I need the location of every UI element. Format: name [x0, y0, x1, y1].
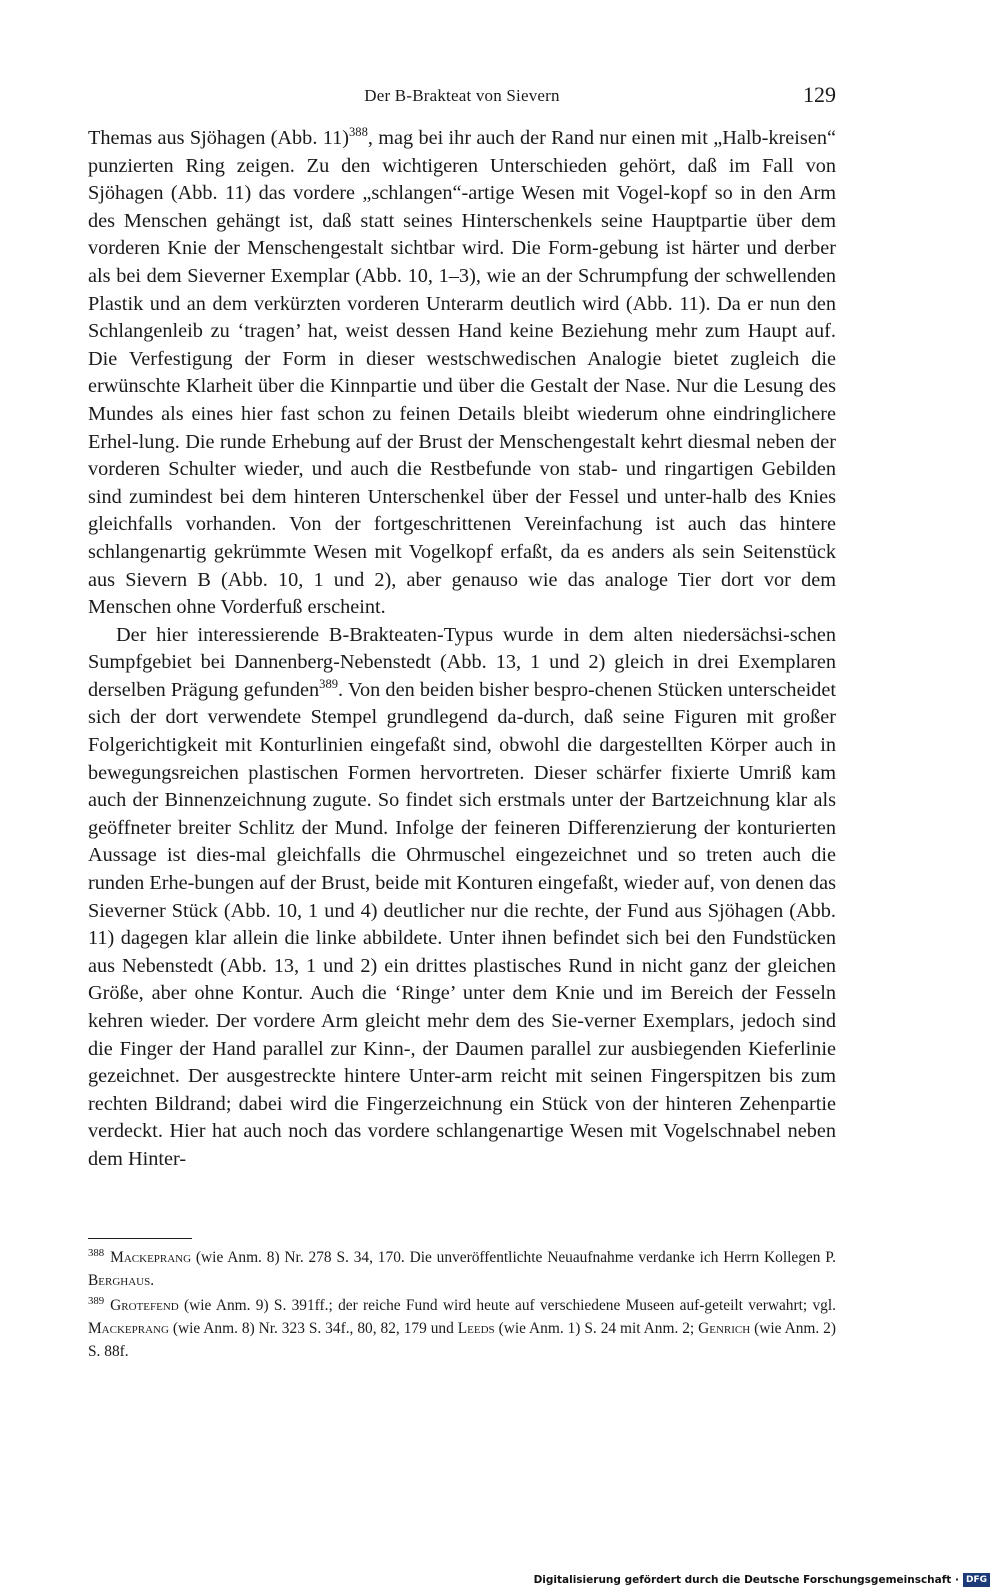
cited-name: Berghaus: [88, 1272, 151, 1289]
footnote-number: 389: [88, 1294, 105, 1307]
footnote-text: (wie Anm. 9) S. 391ff.; der reiche Fund wird heute auf verschiedene Museen auf-geteilt verwahrt; vgl.: [178, 1297, 836, 1314]
running-header: [88, 78, 836, 114]
paragraph-text: , mag bei ihr auch der Rand nur einen mit „Halb-kreisen“ punzierten Ring zeigen. Zu den wichtigeren Unterschieden gehört, daß im Fall von Sjöhagen (Abb. 11) das vordere „schlangen“-artige Wesen mit Vogel-kopf so in den Arm des Menschen gehängt ist, daß statt seines Hinterschenkels seine Hauptpartie über dem vorderen Knie der Menschengestalt sichtbar wird. Die Form-gebung ist härter und derber als bei dem Sieverner Exemplar (Abb. 10, 1–3), wie an der Schrumpfung der schwellenden Plastik und an dem verkürzten vorderen Unterarm deutlich wird (Abb. 11). Da er nun den Schlangenleib zu ‘tragen’ hat, weist dessen Hand keine Beziehung mehr zum Haupt auf. Die Verfestigung der Form in dieser westschwedischen Analogie bietet zugleich die erwünschte Klarheit über die Kinnpartie und über die Gestalt der Nase. Nur die Lesung des Mundes als eines hier fast schon zu feinen Details bleibt wiederum ohne eindringlichere Erhel-lung. Die runde Erhebung auf der Brust der Menschengestalt kehrt diesmal neben der vorderen Schulter wieder, und auch die Restbefunde von stab- und ringartigen Gebilden sind zumindest bei dem hinteren Unterschenkel über der Fessel und unter-halb des Knies gleichfalls vorhanden. Von der fortgeschrittenen Vereinfachung ist auch das hintere schlangenartig gekrümmte Wesen mit Vogelkopf erfaßt, da es anders als sein Seitenstück aus Sievern B (Abb. 10, 1 und 2), aber genauso wie das analoge Tier dort vor dem Menschen ohne Vorderfuß erscheint.: [88, 127, 836, 619]
dfg-logo[interactable]: DFG: [963, 1573, 990, 1587]
paragraph-1: [88, 125, 836, 622]
cited-author: Genrich: [698, 1320, 751, 1337]
cited-author: Leeds: [457, 1320, 495, 1337]
paragraph-text: . Von den beiden bisher bespro-chenen Stücken unterscheidet sich der dort verwendete Stempel grundlegend da-durch, daß seine Figuren mit großer Folgerichtigkeit mit Konturlinien eingefaßt sind, obwohl die dargestellten Körper auch in bewegungsreichen plastischen Formen hervortreten. Dieser schärfer fixierte Umriß kam auch der Binnenzeichnung zugute. So findet sich erstmals unter der Bartzeichnung klar als geöffneter breiter Schlitz der Mund. Infolge der feineren Differenzierung der konturierten Aussage ist dies-mal gleichfalls die Ohrmuschel eingezeichnet und so treten auch die runden Erhe-bungen auf der Brust, beide mit Konturen eingefaßt, wieder auf, von denen das Sieverner Stück (Abb. 10, 1 und 4) deutlicher nur die rechte, der Fund aus Sjöhagen (Abb. 11) dagegen klar allein die linke abbildete. Unter ihnen befindet sich bei den Fundstücken aus Nebenstedt (Abb. 13, 1 und 2) ein drittes plastisches Rund in nicht ganz der gleichen Größe, aber ohne Kontur. Auch die ‘Ringe’ unter dem Knie und im Bereich der Fesseln kehren wieder. Der vordere Arm gleicht mehr dem des Sie-verner Exemplars, jedoch sind die Finger der Hand parallel zur Kinn-, der Daumen parallel zur ausbiegenden Kieferlinie gezeichnet. Der ausgestreckte hintere Unter-arm reicht mit seinen Fingerspitzen bis zum rechten Bildrand; dabei wird die Fingerzeichnung ein Stück von der hinteren Zehenpartie verdeckt. Hier hat auch noch das vordere schlangenartige Wesen mit Vogelschnabel neben dem Hinter-: [88, 678, 836, 1170]
footnote-text: .: [150, 1272, 155, 1289]
cited-author: Mackeprang: [110, 1249, 192, 1266]
footnote-divider: [88, 1238, 192, 1239]
footnote-389: [88, 1294, 836, 1363]
footnote-reference-389[interactable]: 389: [319, 677, 339, 692]
cited-author: Grotefend: [110, 1297, 179, 1314]
main-text: [88, 125, 836, 1174]
paragraph-2: [88, 622, 836, 1174]
digitization-credit: [534, 1572, 990, 1588]
footnote-number: 388: [88, 1246, 105, 1259]
footnote-text: (wie Anm. 8) Nr. 323 S. 34f., 80, 82, 179 und: [168, 1320, 458, 1337]
paragraph-text: Der hier interessierende B-Brakteaten-Typus wurde in dem alten niedersächsi-schen Sumpfgebiet bei Dannenberg-Nebenstedt (Abb. 13, 1 und 2) gleich in drei Exemplaren derselben Prägung gefunden: [88, 623, 836, 701]
running-title: Der B-Brakteat von Sievern: [364, 86, 560, 105]
footnote-text: (wie Anm. 8) Nr. 278 S. 34, 170. Die unveröffentlichte Neuaufnahme verdanke ich Herrn Kollegen P.: [191, 1249, 836, 1266]
paragraph-text: Themas aus Sjöhagen (Abb. 11): [88, 127, 349, 149]
credit-text: Digitalisierung gefördert durch die Deutsche Forschungsgemeinschaft ·: [533, 1574, 959, 1586]
page-number: 129: [803, 82, 836, 107]
footnotes: [88, 1246, 836, 1365]
footnote-text: (wie Anm. 1) S. 24 mit Anm. 2;: [494, 1320, 699, 1337]
footnote-text: (wie Anm. 2) S. 88f.: [88, 1320, 836, 1360]
cited-author: Mackeprang: [88, 1320, 169, 1337]
footnote-388: [88, 1246, 836, 1292]
footnote-reference-388[interactable]: 388: [348, 125, 368, 140]
